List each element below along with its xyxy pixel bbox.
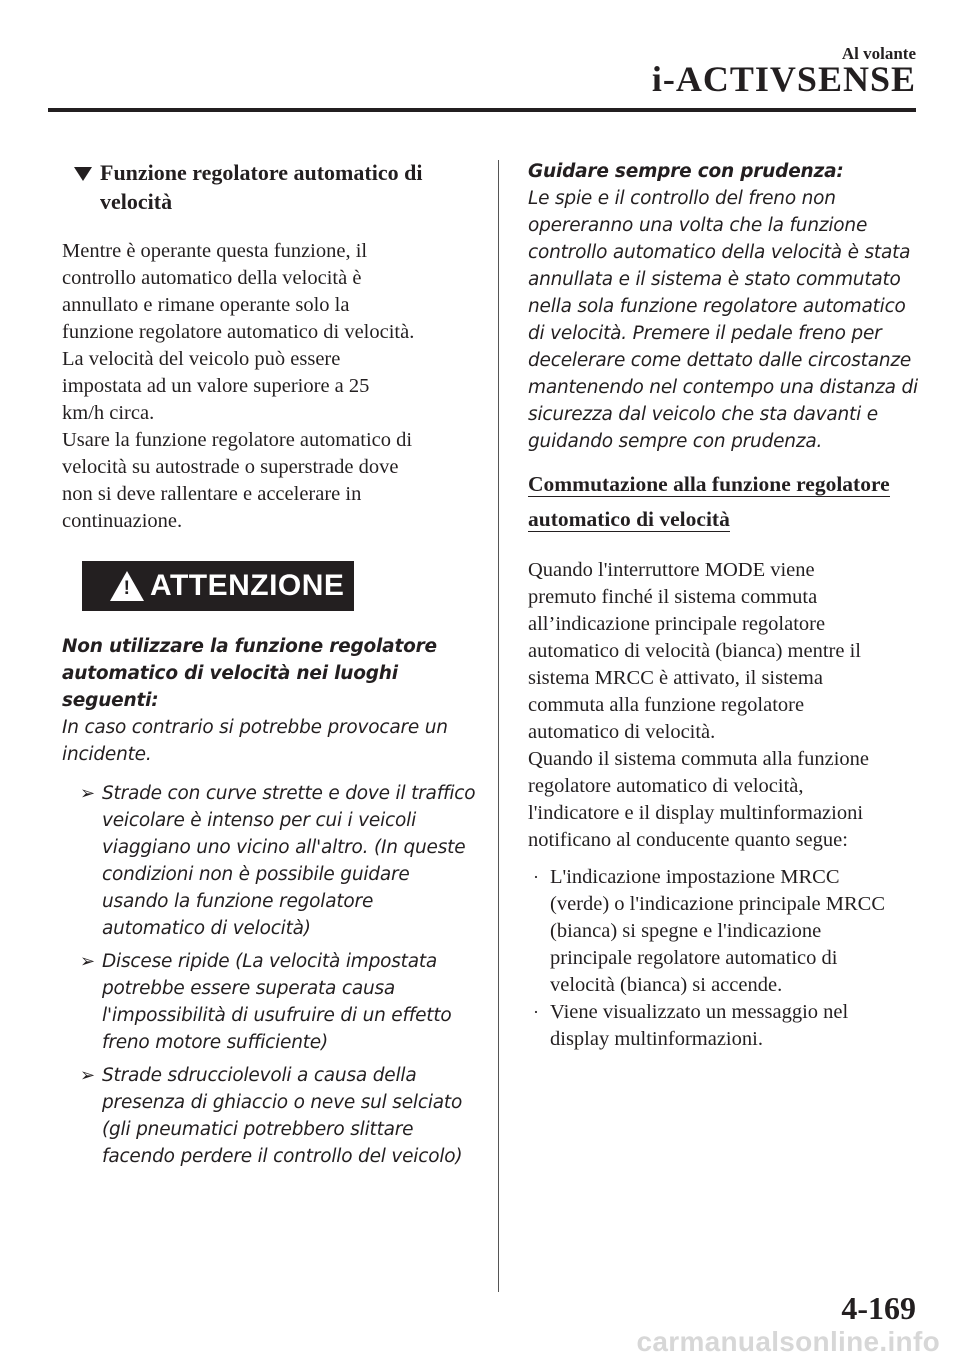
arrow-bullet-icon: ➢ (80, 951, 96, 972)
caution-title: Guidare sempre con prudenza: (528, 161, 844, 182)
header-chapter-title: i-ACTIVSENSE (651, 59, 916, 99)
header-rule (48, 108, 916, 112)
dot-bullet-icon: · (533, 1002, 539, 1022)
warning-badge (82, 561, 354, 611)
page-number: 4-169 (841, 1290, 916, 1326)
warning-list-item: ➢ Discese ripide (La velocità impostata potrebbe essere superata causa l'impossibilità di usufruire di un effetto freno motore sufficiente) (62, 948, 482, 1056)
arrow-bullet-icon: ➢ (80, 1065, 96, 1086)
section-heading (62, 158, 482, 216)
triangle-bullet-icon (74, 167, 92, 181)
warning-list-item: ➢ Strade sdrucciolevoli a causa della presenza di ghiaccio o neve sul selciato (gli pneumatici potrebbero slittare facendo perdere il controllo del veicolo) (62, 1062, 482, 1170)
notification-list (528, 864, 920, 1053)
dot-bullet-icon: · (533, 867, 539, 887)
warning-icon: ! (110, 571, 144, 601)
column-divider (498, 160, 499, 1292)
notification-list-item: · Viene visualizzato un messaggio nel display multinformazioni. (533, 1001, 849, 1050)
warning-list (62, 780, 482, 1170)
section-heading-text: Funzione regolatore automatico di velocità (100, 160, 423, 214)
header-section-title: Al volante (841, 44, 916, 63)
left-column (62, 158, 482, 1176)
arrow-bullet-icon: ➢ (80, 783, 96, 804)
right-column (528, 158, 920, 1053)
notification-list-item: · L'indicazione impostazione MRCC (verde) o l'indicazione principale MRCC (bianca) si spegne e l'indicazione principale regolatore automatico di velocità (bianca) si accende. (533, 866, 886, 996)
warning-list-item: ➢ Strade con curve strette e dove il traffico veicolare è intenso per cui i veicoli viaggiano uno vicino all'altro. (In queste condizioni non è possibile guidare usando la funzione regolatore automatico di velocità) (62, 780, 482, 942)
warning-text: In caso contrario si potrebbe provocare un incidente. (62, 717, 448, 765)
warning-block (62, 633, 482, 1170)
subheading: Commutazione alla funzione regolatore automatico di velocità (528, 472, 890, 531)
warning-title: Non utilizzare la funzione regolatore automatico di velocità nei luoghi seguenti: (62, 636, 437, 711)
intro-paragraph: Mentre è operante questa funzione, il controllo automatico della velocità è annullato e rimane operante solo la funzione regolatore automatico di velocità. La velocità del veicolo può essere impostata ad un valore superiore a 25 km/h circa. Usare la funzione regolatore automatico di velocità su autostrade o superstrade dove non si deve rallentare e accelerare in continuazione. (62, 240, 415, 532)
caution-text: Le spie e il controllo del freno non opereranno una volta che la funzione controllo automatico della velocità è stata annullata e il sistema è stato commutato nella sola funzione regolatore automatico di velocità. Premere il pedale freno per decelerare come dettato dalle circostanze mantenendo nel contempo una distanza di sicurezza dal veicolo che sta davanti e guidando sempre con prudenza. (528, 188, 918, 452)
switch-paragraph: Quando l'interruttore MODE viene premuto finché il sistema commuta all’indicazione principale regolatore automatico di velocità (bianca) mentre il sistema MRCC è attivato, il sistema commuta alla funzione regolatore automatico di velocità. Quando il sistema commuta alla funzione regolatore automatico di velocità, l'indicatore e il display multinformazioni notificano al conducente quanto segue: (528, 559, 870, 851)
warning-label: ATTENZIONE (150, 569, 345, 602)
watermark: carmanualsonline.info (636, 1326, 940, 1357)
